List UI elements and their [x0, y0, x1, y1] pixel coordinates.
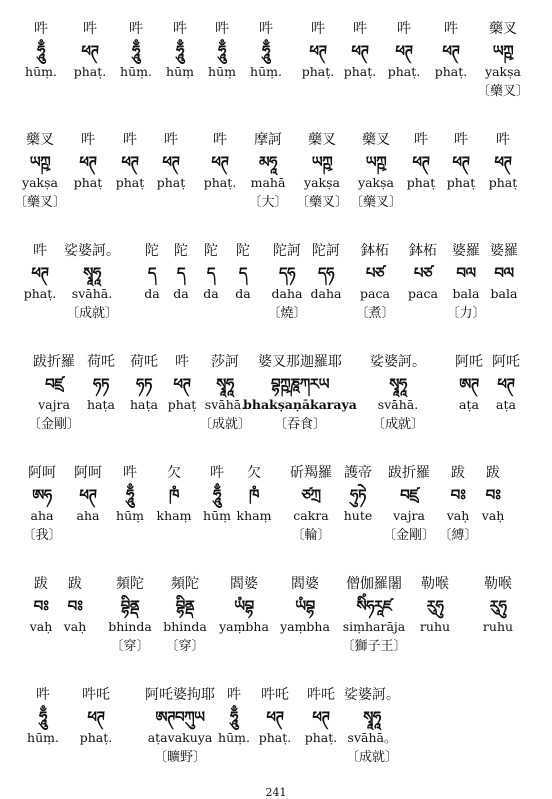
- romanized-sanskrit: hūṃ: [208, 64, 236, 79]
- translation-gloss: 〔燒〕: [267, 306, 307, 321]
- siddham-glyph: ཧཱུྃ: [39, 708, 47, 726]
- siddham-glyph: སྭཱཧཱ: [363, 708, 381, 726]
- chinese-transliteration: 婆羅: [452, 243, 480, 259]
- siddham-glyph: ཡཾབྷ: [295, 597, 315, 615]
- siddham-glyph: ཧཱུྃ: [126, 486, 134, 504]
- chinese-transliteration: 吽: [129, 21, 143, 37]
- romanized-sanskrit: khaṃ: [156, 508, 192, 523]
- translation-gloss: 〔金剛〕: [382, 528, 436, 543]
- romanized-sanskrit: yaṃbha: [219, 619, 269, 634]
- romanized-sanskrit: hūṃ: [166, 64, 194, 79]
- chinese-transliteration: 勒喉: [484, 576, 512, 592]
- romanized-sanskrit: vaḥ: [63, 619, 87, 634]
- romanized-sanskrit: phaṭ.: [304, 730, 338, 745]
- chinese-transliteration: 吽: [454, 132, 468, 148]
- chinese-transliteration: 吽: [173, 21, 187, 37]
- translation-gloss: 〔藥叉〕: [349, 195, 403, 210]
- romanized-sanskrit: hūṃ.: [27, 730, 59, 745]
- romanized-sanskrit: paca: [360, 286, 390, 301]
- siddham-glyph: བྷིནྡ: [120, 597, 140, 615]
- chinese-transliteration: 阿吒: [492, 354, 520, 370]
- siddham-glyph: ཕཊ: [81, 42, 99, 60]
- romanized-sanskrit: phaṭ: [115, 175, 145, 190]
- siddham-glyph: ཧཱུྃ: [213, 486, 221, 504]
- chinese-transliteration: 吽: [259, 21, 273, 37]
- chinese-transliteration: 跋: [34, 576, 48, 592]
- romanized-sanskrit: da: [144, 286, 160, 301]
- siddham-glyph: ཡཀྵ: [311, 153, 333, 171]
- translation-gloss: 〔煮〕: [355, 306, 395, 321]
- siddham-glyph: ཧཱུྃ: [132, 42, 140, 60]
- romanized-sanskrit: aha: [76, 508, 100, 523]
- siddham-glyph: ཨཧ: [32, 486, 52, 504]
- chinese-transliteration: 婆叉那迦羅耶: [258, 354, 342, 370]
- romanized-sanskrit: bhakṣaṇākaraya: [243, 397, 357, 412]
- chinese-transliteration: 吽吒: [82, 687, 110, 703]
- chinese-transliteration: 吽: [123, 465, 137, 481]
- siddham-glyph: ཕཊ: [211, 153, 229, 171]
- translation-gloss: 〔成就〕: [65, 306, 119, 321]
- siddham-glyph: ད: [176, 264, 186, 282]
- chinese-transliteration: 跋: [486, 465, 500, 481]
- siddham-glyph: ཕཊ: [79, 486, 97, 504]
- siddham-glyph: རུཧུ: [426, 597, 444, 615]
- siddham-glyph: ཧཱུྃ: [230, 708, 238, 726]
- siddham-glyph: ཁཾ: [168, 486, 180, 504]
- chinese-transliteration: 跋: [451, 465, 465, 481]
- siddham-glyph: ཧཱུྃ: [262, 42, 270, 60]
- siddham-glyph: སྭཱཧཱ: [389, 375, 407, 393]
- chinese-transliteration: 斫羯羅: [290, 465, 332, 481]
- siddham-glyph: མཧཱ: [259, 153, 277, 171]
- translation-gloss: 〔金剛〕: [27, 417, 81, 432]
- chinese-transliteration: 荷吒: [130, 354, 158, 370]
- siddham-glyph: བྷཀྵཎཱཀརཡ: [271, 375, 329, 393]
- siddham-glyph: ཡཀྵ: [29, 153, 51, 171]
- chinese-transliteration: 吽: [215, 21, 229, 37]
- siddham-glyph: ཕཊ: [395, 42, 413, 60]
- siddham-glyph: ད: [206, 264, 216, 282]
- chinese-transliteration: 阿吒婆拘耶: [145, 687, 215, 703]
- siddham-glyph: ད: [238, 264, 248, 282]
- romanized-sanskrit: da: [235, 286, 251, 301]
- page-number: 241: [265, 786, 287, 799]
- romanized-sanskrit: bhinda: [108, 619, 152, 634]
- chinese-transliteration: 護帝: [344, 465, 372, 481]
- chinese-transliteration: 吽: [34, 21, 48, 37]
- romanized-sanskrit: hūṃ.: [25, 64, 57, 79]
- translation-gloss: 〔藥叉〕: [295, 195, 349, 210]
- romanized-sanskrit: ruhu: [482, 619, 514, 634]
- siddham-glyph: ཕཊ: [87, 708, 105, 726]
- siddham-glyph: ཕཊ: [266, 708, 284, 726]
- siddham-glyph: ཡཾབྷ: [234, 597, 254, 615]
- romanized-sanskrit: phaṭ: [488, 175, 518, 190]
- siddham-glyph: ཕཊ: [442, 42, 460, 60]
- chinese-transliteration: 欠: [167, 465, 181, 481]
- chinese-transliteration: 吽: [81, 132, 95, 148]
- romanized-sanskrit: phaṭ: [446, 175, 476, 190]
- chinese-transliteration: 阿吒: [455, 354, 483, 370]
- romanized-sanskrit: daha: [310, 286, 342, 301]
- translation-gloss: 〔輪〕: [291, 528, 331, 543]
- romanized-sanskrit: da: [203, 286, 219, 301]
- siddham-glyph: ད: [147, 264, 157, 282]
- chinese-transliteration: 吽: [397, 21, 411, 37]
- romanized-sanskrit: hūṃ: [116, 508, 144, 523]
- romanized-sanskrit: bhinda: [163, 619, 207, 634]
- romanized-sanskrit: yaṃbha: [280, 619, 330, 634]
- translation-gloss: 〔成就〕: [198, 417, 252, 432]
- romanized-sanskrit: phaṭ.: [387, 64, 421, 79]
- siddham-glyph: ཕཊ: [494, 153, 512, 171]
- chinese-transliteration: 娑婆訶。: [370, 354, 426, 370]
- chinese-transliteration: 荷吒: [87, 354, 115, 370]
- translation-gloss: 〔藥叉〕: [476, 84, 530, 99]
- chinese-transliteration: 吽: [227, 687, 241, 703]
- siddham-glyph: ཕཊ: [79, 153, 97, 171]
- romanized-sanskrit: hūṃ.: [250, 64, 282, 79]
- siddham-glyph: ཧཱུྃ: [176, 42, 184, 60]
- chinese-transliteration: 娑婆訶。: [344, 687, 400, 703]
- chinese-transliteration: 娑婆訶。: [64, 243, 120, 259]
- chinese-transliteration: 莎訶: [211, 354, 239, 370]
- siddham-glyph: བཿ: [33, 597, 49, 615]
- chinese-transliteration: 跋折羅: [388, 465, 430, 481]
- romanized-sanskrit: mahā: [250, 175, 286, 190]
- chinese-transliteration: 陀: [174, 243, 188, 259]
- romanized-sanskrit: vaḥ: [446, 508, 470, 523]
- romanized-sanskrit: paca: [408, 286, 438, 301]
- romanized-sanskrit: haṭa: [130, 397, 158, 412]
- romanized-sanskrit: phaṭ.: [434, 64, 468, 79]
- romanized-sanskrit: phaṭ.: [23, 286, 57, 301]
- siddham-glyph: ཡཀྵ: [492, 42, 514, 60]
- siddham-glyph: ཨཊབཀུཡ: [155, 708, 205, 726]
- romanized-sanskrit: vajra: [393, 508, 425, 523]
- siddham-glyph: ཧཱུྃ: [218, 42, 226, 60]
- chinese-transliteration: 陀: [204, 243, 218, 259]
- siddham-glyph: ཕཊ: [309, 42, 327, 60]
- siddham-glyph: ཨཊ: [459, 375, 479, 393]
- chinese-transliteration: 摩訶: [254, 132, 282, 148]
- romanized-sanskrit: svāhā.: [377, 397, 419, 412]
- romanized-sanskrit: phaṭ: [167, 397, 197, 412]
- chinese-transliteration: 僧伽羅闍: [346, 576, 402, 592]
- romanized-sanskrit: ruhu: [419, 619, 451, 634]
- romanized-sanskrit: hūṃ.: [120, 64, 152, 79]
- chinese-transliteration: 吽: [175, 354, 189, 370]
- siddham-glyph: བལ: [494, 264, 514, 282]
- chinese-transliteration: 跋: [68, 576, 82, 592]
- siddham-glyph: དཧ: [278, 264, 296, 282]
- romanized-sanskrit: hūṃ: [203, 508, 231, 523]
- romanized-sanskrit: svāhā。: [347, 730, 397, 745]
- chinese-transliteration: 吽: [311, 21, 325, 37]
- siddham-glyph: ཕཊ: [412, 153, 430, 171]
- romanized-sanskrit: cakra: [293, 508, 329, 523]
- romanized-sanskrit: siṃharāja: [342, 619, 406, 634]
- siddham-glyph: ཧཏ: [136, 375, 152, 393]
- chinese-transliteration: 陀: [236, 243, 250, 259]
- romanized-sanskrit: phaṭ.: [258, 730, 292, 745]
- siddham-glyph: བལ: [456, 264, 476, 282]
- siddham-glyph: ཕཊ: [452, 153, 470, 171]
- romanized-sanskrit: da: [173, 286, 189, 301]
- romanized-sanskrit: bala: [452, 286, 480, 301]
- translation-gloss: 〔成就〕: [371, 417, 425, 432]
- chinese-transliteration: 閻婆: [230, 576, 258, 592]
- siddham-glyph: པཙ: [413, 264, 433, 282]
- translation-gloss: 〔縛〕: [438, 528, 478, 543]
- chinese-transliteration: 欠: [247, 465, 261, 481]
- translation-gloss: 〔吞食〕: [273, 417, 327, 432]
- romanized-sanskrit: yakṣa: [358, 175, 394, 190]
- romanized-sanskrit: haṭa: [87, 397, 115, 412]
- romanized-sanskrit: aṭa: [496, 397, 516, 412]
- romanized-sanskrit: phaṭ.: [73, 64, 107, 79]
- translation-gloss: 〔穿〕: [165, 639, 205, 654]
- romanized-sanskrit: aha: [30, 508, 54, 523]
- translation-gloss: 〔獅子王〕: [341, 639, 407, 654]
- chinese-transliteration: 吽: [164, 132, 178, 148]
- chinese-transliteration: 勒喉: [421, 576, 449, 592]
- siddham-glyph: བྷིནྡ: [175, 597, 195, 615]
- romanized-sanskrit: vaḥ: [481, 508, 505, 523]
- chinese-transliteration: 阿呵: [74, 465, 102, 481]
- translation-gloss: 〔成就〕: [345, 750, 399, 765]
- siddham-glyph: སྭཱཧཱ: [83, 264, 101, 282]
- romanized-sanskrit: bala: [490, 286, 518, 301]
- romanized-sanskrit: svāhā.: [204, 397, 246, 412]
- romanized-sanskrit: yakṣa: [485, 64, 521, 79]
- romanized-sanskrit: phaṭ: [406, 175, 436, 190]
- chinese-transliteration: 吽: [496, 132, 510, 148]
- siddham-glyph: ཕཊ: [162, 153, 180, 171]
- romanized-sanskrit: hute: [343, 508, 373, 523]
- siddham-glyph: བཿ: [450, 486, 466, 504]
- siddham-glyph: སྭཱཧཱ: [216, 375, 234, 393]
- chinese-transliteration: 吽: [33, 243, 47, 259]
- romanized-sanskrit: phaṭ.: [203, 175, 237, 190]
- romanized-sanskrit: vaḥ: [29, 619, 53, 634]
- chinese-transliteration: 頻陀: [116, 576, 144, 592]
- siddham-glyph: ཕཊ: [173, 375, 191, 393]
- siddham-glyph: ཕཊ: [497, 375, 515, 393]
- siddham-glyph: ཧཏ: [93, 375, 109, 393]
- siddham-glyph: རུཧུ: [489, 597, 507, 615]
- siddham-glyph: ཧཱུྃ: [37, 42, 45, 60]
- siddham-glyph: ཕཊ: [312, 708, 330, 726]
- chinese-transliteration: 吽吒: [261, 687, 289, 703]
- romanized-sanskrit: phaṭ.: [79, 730, 113, 745]
- siddham-glyph: དཧ: [317, 264, 335, 282]
- chinese-transliteration: 吽: [213, 132, 227, 148]
- romanized-sanskrit: phaṭ: [73, 175, 103, 190]
- chinese-transliteration: 陀訶: [273, 243, 301, 259]
- chinese-transliteration: 吽: [414, 132, 428, 148]
- chinese-transliteration: 陀: [145, 243, 159, 259]
- chinese-transliteration: 頻陀: [171, 576, 199, 592]
- chinese-transliteration: 吽: [444, 21, 458, 37]
- translation-gloss: 〔曠野〕: [153, 750, 207, 765]
- siddham-glyph: པཙ: [365, 264, 385, 282]
- romanized-sanskrit: yakṣa: [304, 175, 340, 190]
- chinese-transliteration: 鉢柘: [409, 243, 437, 259]
- chinese-transliteration: 藥叉: [308, 132, 336, 148]
- chinese-transliteration: 吽: [36, 687, 50, 703]
- translation-gloss: 〔藥叉〕: [13, 195, 67, 210]
- siddham-glyph: བཿ: [485, 486, 501, 504]
- siddham-glyph: སིཾཧརཱཛ: [356, 597, 392, 615]
- siddham-glyph: བཿ: [67, 597, 83, 615]
- chinese-transliteration: 閻婆: [291, 576, 319, 592]
- siddham-glyph: བཛྲ: [45, 375, 63, 393]
- siddham-glyph: ཡཀྵ: [365, 153, 387, 171]
- translation-gloss: 〔大〕: [248, 195, 288, 210]
- chinese-transliteration: 阿呵: [28, 465, 56, 481]
- chinese-transliteration: 藥叉: [362, 132, 390, 148]
- siddham-glyph: ཕཊ: [351, 42, 369, 60]
- chinese-transliteration: 藥叉: [26, 132, 54, 148]
- romanized-sanskrit: svāhā.: [71, 286, 113, 301]
- siddham-glyph: ཕཊ: [31, 264, 49, 282]
- romanized-sanskrit: phaṭ: [156, 175, 186, 190]
- siddham-glyph: ཕཊ: [121, 153, 139, 171]
- romanized-sanskrit: hūṃ.: [218, 730, 250, 745]
- translation-gloss: 〔力〕: [446, 306, 486, 321]
- chinese-transliteration: 吽: [210, 465, 224, 481]
- chinese-transliteration: 吽: [83, 21, 97, 37]
- romanized-sanskrit: aṭa: [459, 397, 479, 412]
- siddham-glyph: ཙཀྲ: [301, 486, 321, 504]
- siddham-glyph: ཧུཏེ: [350, 486, 366, 504]
- chinese-transliteration: 陀訶: [312, 243, 340, 259]
- translation-gloss: 〔我〕: [22, 528, 62, 543]
- romanized-sanskrit: aṭavakuya: [147, 730, 213, 745]
- chinese-transliteration: 吽: [353, 21, 367, 37]
- chinese-transliteration: 婆羅: [490, 243, 518, 259]
- chinese-transliteration: 跋折羅: [33, 354, 75, 370]
- romanized-sanskrit: phaṭ.: [343, 64, 377, 79]
- chinese-transliteration: 吽吒: [307, 687, 335, 703]
- chinese-transliteration: 鉢柘: [361, 243, 389, 259]
- romanized-sanskrit: phaṭ.: [301, 64, 335, 79]
- romanized-sanskrit: vajra: [38, 397, 70, 412]
- chinese-transliteration: 吽: [123, 132, 137, 148]
- romanized-sanskrit: yakṣa: [22, 175, 58, 190]
- romanized-sanskrit: daha: [271, 286, 303, 301]
- romanized-sanskrit: khaṃ: [236, 508, 272, 523]
- chinese-transliteration: 藥叉: [489, 21, 517, 37]
- translation-gloss: 〔穿〕: [110, 639, 150, 654]
- siddham-glyph: ཁཾ: [248, 486, 260, 504]
- siddham-glyph: བཛྲ: [400, 486, 418, 504]
